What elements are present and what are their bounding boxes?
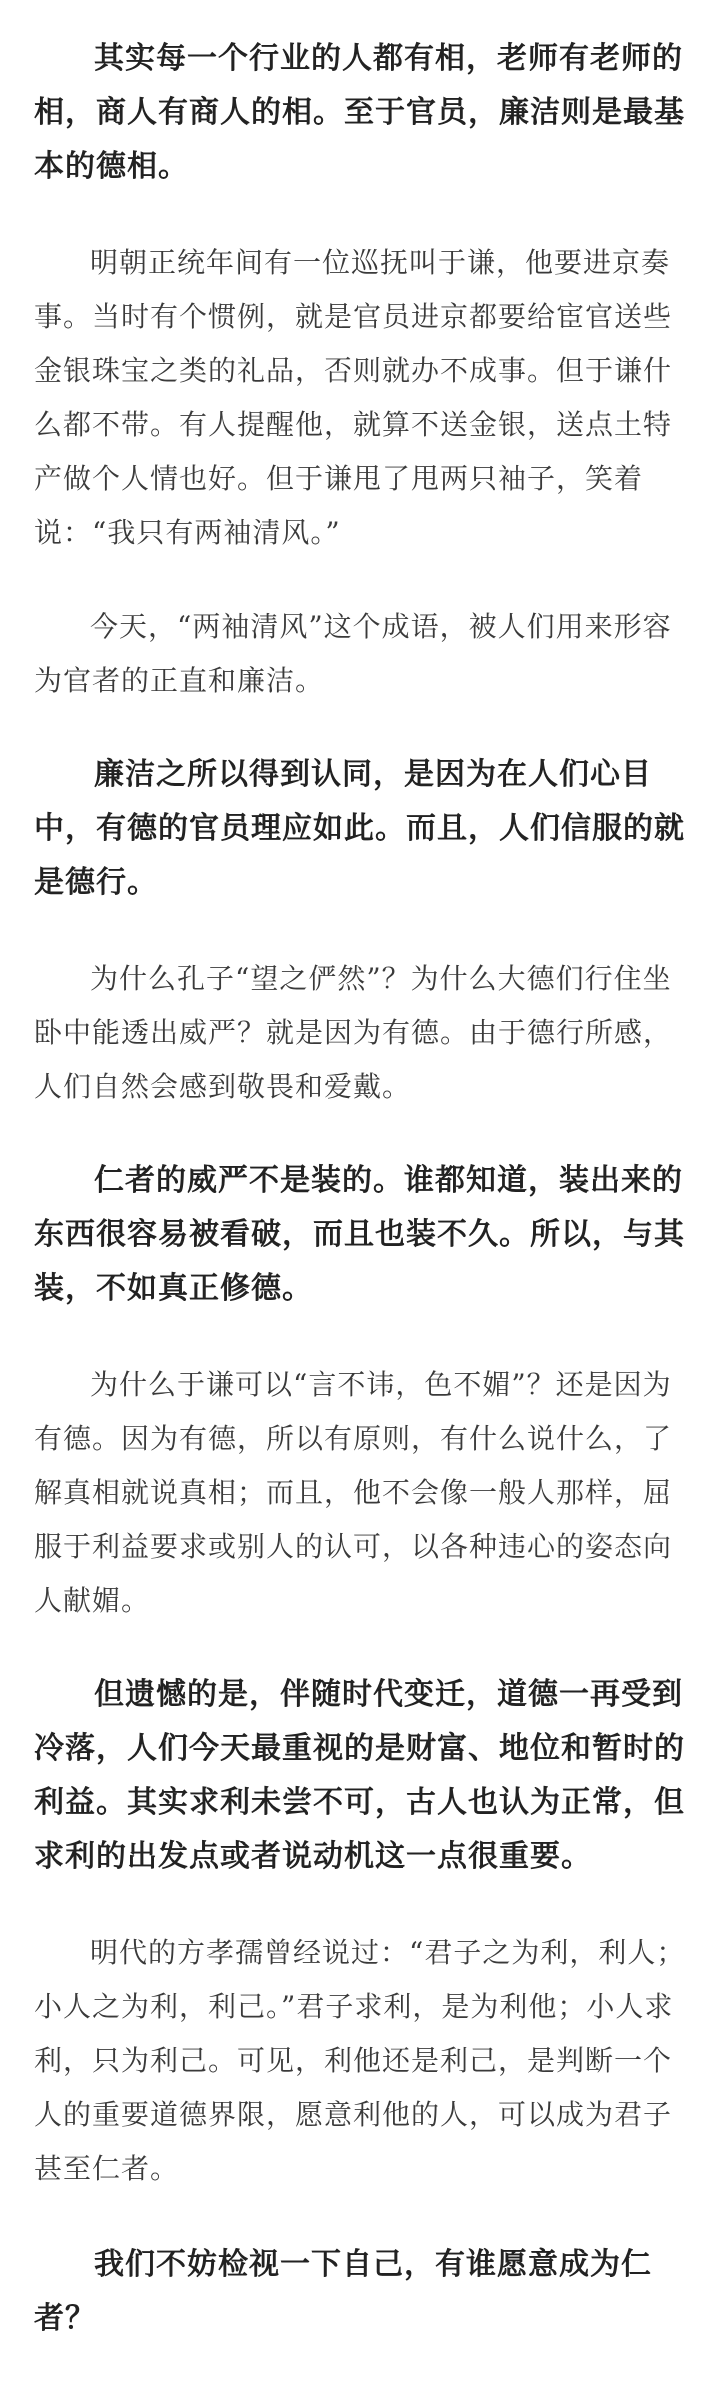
paragraph-6 bbox=[34, 1154, 686, 1316]
paragraph-5 bbox=[34, 952, 686, 1114]
paragraph-3-text: 今天，“两袖清风”这个成语，被人们用来形容为官者的正直和廉洁。 bbox=[34, 610, 672, 697]
paragraph-2-text: 明朝正统年间有一位巡抚叫于谦，他要进京奏事。当时有个惯例，就是官员进京都要给宦官送些金银珠宝之类的礼品，否则就办不成事。但于谦什么都不带。有人提醒他，就算不送金银，送点土特产做个人情也好。但于谦甩了甩两只袖子，笑着说：“我只有两袖清风。” bbox=[34, 246, 673, 549]
paragraph-3 bbox=[34, 600, 686, 708]
paragraph-4-text: 廉洁之所以得到认同，是因为在人们心目中，有德的官员理应如此。而且，人们信服的就是德行。 bbox=[34, 757, 685, 900]
paragraph-1-text: 其实每一个行业的人都有相，老师有老师的相，商人有商人的相。至于官员，廉洁则是最基本的德相。 bbox=[34, 41, 685, 184]
paragraph-4 bbox=[34, 748, 686, 910]
paragraph-2 bbox=[34, 236, 686, 560]
paragraph-10 bbox=[34, 2238, 686, 2346]
paragraph-8 bbox=[34, 1668, 686, 1884]
paragraph-9-text: 明代的方孝孺曾经说过：“君子之为利，利人；小人之为利，利己。”君子求利，是为利他；小人求利，只为利己。可见，利他还是利己，是判断一个人的重要道德界限，愿意利他的人，可以成为君子甚至仁者。 bbox=[34, 1936, 686, 2185]
paragraph-8-text: 但遗憾的是，伴随时代变迁，道德一再受到冷落，人们今天最重视的是财富、地位和暂时的利益。其实求利未尝不可，古人也认为正常，但求利的出发点或者说动机这一点很重要。 bbox=[34, 1677, 685, 1874]
paragraph-7 bbox=[34, 1358, 686, 1628]
paragraph-5-text: 为什么孔子“望之俨然”？为什么大德们行住坐卧中能透出威严？就是因为有德。由于德行所感，人们自然会感到敬畏和爱戴。 bbox=[34, 962, 673, 1103]
paragraph-6-text: 仁者的威严不是装的。谁都知道，装出来的东西很容易被看破，而且也装不久。所以，与其装，不如真正修德。 bbox=[34, 1163, 685, 1306]
paragraph-1 bbox=[34, 32, 686, 194]
paragraph-10-text: 我们不妨检视一下自己，有谁愿意成为仁者？ bbox=[34, 2247, 652, 2336]
paragraph-7-text: 为什么于谦可以“言不讳，色不媚”？还是因为有德。因为有德，所以有原则，有什么说什么，了解真相就说真相；而且，他不会像一般人那样，屈服于利益要求或别人的认可，以各种违心的姿态向人献媚。 bbox=[34, 1368, 673, 1617]
paragraph-9 bbox=[34, 1926, 686, 2196]
